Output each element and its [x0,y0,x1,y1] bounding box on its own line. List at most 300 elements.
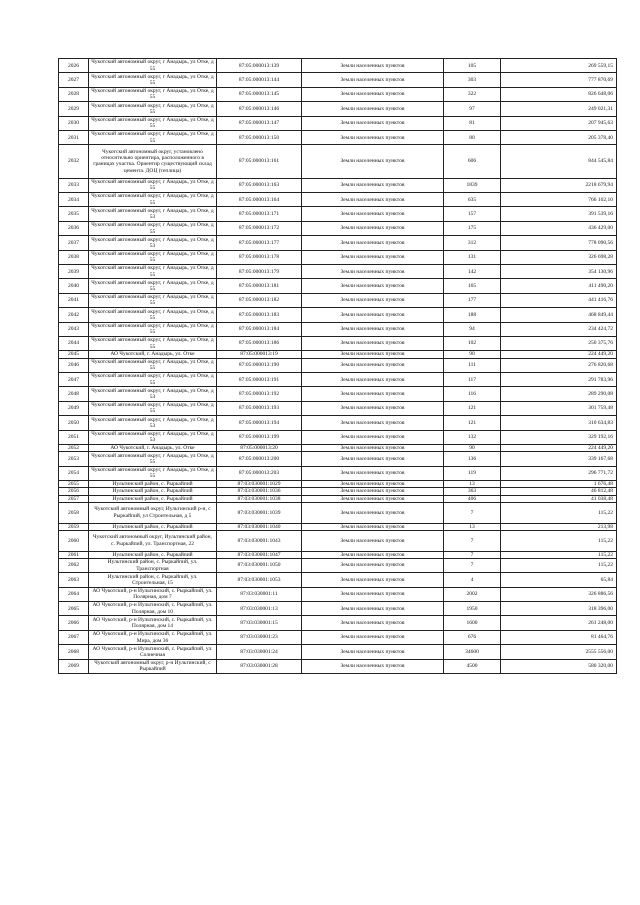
row-area: 142 [444,264,501,278]
row-cadastral-value: 115,22 [501,551,617,558]
row-number: 2046 [59,358,89,372]
row-cadastral-value: 844 545,84 [501,145,617,178]
row-land-category: Земли населенных пунктов [302,630,444,644]
row-address: Чукотский автономный округ, г Анадырь, ул Отке, д 53 [89,387,217,401]
row-number: 2042 [59,308,89,322]
table-row [59,481,617,488]
table-row [59,495,617,502]
row-land-category: Земли населенных пунктов [302,602,444,616]
table-row [59,659,617,673]
row-cadastral-number: 87:05:000013:199 [217,430,302,444]
row-address: Чукотский автономный округ, г Анадырь, ул Отке, д 55 [89,452,217,466]
row-area: 80 [444,130,501,144]
row-address: АО Чукотский, р-н Иультинский, с. Рыркайпий, ул. Полярная, дом 7 [89,587,217,601]
row-number: 2029 [59,102,89,116]
table-row [59,430,617,444]
row-number: 2058 [59,502,89,523]
table-row [59,87,617,101]
row-cadastral-value: 301 759,48 [501,401,617,415]
row-address: Чукотский автономный округ, г Анадырь, ул Отке, д 55 [89,178,217,192]
row-area: 177 [444,293,501,307]
row-cadastral-number: 87:05:000013:161 [217,145,302,178]
row-address: Чукотский автономный округ, г Анадырь, ул Отке, д 55 [89,322,217,336]
row-land-category: Земли населенных пунктов [302,387,444,401]
row-area: 7 [444,502,501,523]
row-land-category: Земли населенных пунктов [302,351,444,358]
row-cadastral-number: 87:05:000013:145 [217,87,302,101]
table-row [59,358,617,372]
table-row [59,387,617,401]
row-land-category: Земли населенных пунктов [302,236,444,250]
row-cadastral-value: 213,98 [501,523,617,530]
row-land-category: Земли населенных пунктов [302,452,444,466]
row-cadastral-value: 115,22 [501,530,617,551]
row-cadastral-value: 766 102,10 [501,193,617,207]
row-cadastral-value: 2555 556,00 [501,645,617,659]
row-cadastral-number: 87:05:000013:177 [217,236,302,250]
row-cadastral-number: 87:03:030001:1039 [217,502,302,523]
table-row [59,466,617,480]
row-area: 606 [444,145,501,178]
row-address: Чукотский автономный округ, г Анадырь, ул Отке, д 55 [89,221,217,235]
table-row [59,444,617,451]
table-row [59,236,617,250]
row-number: 2037 [59,236,89,250]
row-land-category: Земли населенных пунктов [302,659,444,673]
table-row [59,308,617,322]
row-land-category: Земли населенных пунктов [302,59,444,73]
row-number: 2061 [59,551,89,558]
row-land-category: Земли населенных пунктов [302,293,444,307]
row-cadastral-value: 318 396,00 [501,602,617,616]
row-address: Иультинский район, с. Рыркайпий [89,495,217,502]
table-row [59,279,617,293]
row-land-category: Земли населенных пунктов [302,73,444,87]
row-cadastral-value: 777 870,69 [501,73,617,87]
row-area: 4 [444,573,501,587]
row-land-category: Земли населенных пунктов [302,250,444,264]
table-row [59,587,617,601]
row-land-category: Земли населенных пунктов [302,488,444,495]
row-cadastral-value: 2218 679,94 [501,178,617,192]
row-area: 119 [444,466,501,480]
row-address: Чукотский автономный округ, г Анадырь, ул Отке, д 55 [89,466,217,480]
row-address: Чукотский автономный округ, г Анадырь, ул Отке, д 55 [89,401,217,415]
land-register-table [58,58,617,674]
row-address: Чукотский автономный округ, г Анадырь, ул Отке, д 55 [89,87,217,101]
row-number: 2035 [59,207,89,221]
row-cadastral-value: 1 676,48 [501,481,617,488]
row-address: Чукотский автономный округ, г Анадырь, ул Отке, д 55 [89,59,217,73]
row-land-category: Земли населенных пунктов [302,102,444,116]
row-land-category: Земли населенных пунктов [302,502,444,523]
row-area: 131 [444,250,501,264]
row-cadastral-number: 87:05:000013:183 [217,308,302,322]
row-address: АО Чукотский, р-н Иультинский, с. Рыркайпий, ул. Полярная, дом 10 [89,602,217,616]
row-cadastral-number: 87:03:030001:1043 [217,530,302,551]
row-number: 2045 [59,351,89,358]
row-cadastral-value: 411 490,20 [501,279,617,293]
row-address: Чукотский автономный округ, г Анадырь, ул Отке, д 55 [89,308,217,322]
row-cadastral-value: 234 424,72 [501,322,617,336]
row-number: 2053 [59,452,89,466]
row-land-category: Земли населенных пунктов [302,444,444,451]
row-number: 2052 [59,444,89,451]
row-area: 676 [444,630,501,644]
row-cadastral-number: 87:03:030001:1050 [217,558,302,572]
row-address: Чукотский автономный округ, г Анадырь, ул Отке, д 53 [89,416,217,430]
table-row [59,73,617,87]
row-area: 132 [444,430,501,444]
table-row [59,502,617,523]
row-cadastral-value: 224 449,20 [501,444,617,451]
row-number: 2055 [59,481,89,488]
row-land-category: Земли населенных пунктов [302,264,444,278]
row-land-category: Земли населенных пунктов [302,221,444,235]
table-row [59,452,617,466]
row-cadastral-value: 326 698,28 [501,250,617,264]
row-cadastral-value: 249 021,31 [501,102,617,116]
row-cadastral-value: 46 812,48 [501,488,617,495]
row-area: 94 [444,322,501,336]
row-area: 2002 [444,587,501,601]
row-cadastral-value: 778 090,56 [501,236,617,250]
row-land-category: Земли населенных пунктов [302,416,444,430]
row-area: 7 [444,551,501,558]
row-address: Чукотский автономный округ, г Анадырь, ул Отке, д 55 [89,373,217,387]
row-land-category: Земли населенных пунктов [302,401,444,415]
row-area: 121 [444,401,501,415]
table-row [59,221,617,235]
row-cadastral-number: 87:05:000013:184 [217,322,302,336]
row-area: 102 [444,336,501,350]
row-area: 406 [444,495,501,502]
row-land-category: Земли населенных пунктов [302,373,444,387]
row-number: 2031 [59,130,89,144]
table-row [59,530,617,551]
row-number: 2050 [59,416,89,430]
row-number: 2060 [59,530,89,551]
row-cadastral-value: 436 429,00 [501,221,617,235]
row-land-category: Земли населенных пунктов [302,207,444,221]
row-address: Чукотский автономный округ, г Анадырь, ул Отке, д 55 [89,336,217,350]
table-row [59,193,617,207]
row-cadastral-value: 441 416,76 [501,293,617,307]
row-address: Чукотский автономный округ, г Анадырь, ул Отке, д 55 [89,193,217,207]
row-area: 7 [444,530,501,551]
row-number: 2041 [59,293,89,307]
row-area: 34600 [444,645,501,659]
table-row [59,573,617,587]
table-row [59,336,617,350]
table-row [59,351,617,358]
row-number: 2040 [59,279,89,293]
row-land-category: Земли населенных пунктов [302,358,444,372]
row-cadastral-value: 826 648,06 [501,87,617,101]
row-cadastral-number: 87:03:030001:1029 [217,481,302,488]
row-address: Иультинский район, с. Рыркайпий [89,551,217,558]
row-cadastral-value: 41 038,48 [501,495,617,502]
row-address: Чукотский автономный округ, г Анадырь, ул Отке, д 55 [89,102,217,116]
row-cadastral-value: 115,22 [501,558,617,572]
row-land-category: Земли населенных пунктов [302,551,444,558]
row-cadastral-value: 326 886,56 [501,587,617,601]
row-cadastral-number: 87:05:000013:163 [217,178,302,192]
row-cadastral-number: 87:05:000013:182 [217,293,302,307]
row-cadastral-number: 87:05:000013:178 [217,250,302,264]
row-area: 7 [444,558,501,572]
row-address: Иультинский район, с. Рыркайпий, ул. Транспортная [89,558,217,572]
row-land-category: Земли населенных пунктов [302,558,444,572]
row-cadastral-number: 87:03:030001:15 [217,616,302,630]
row-number: 2038 [59,250,89,264]
row-land-category: Земли населенных пунктов [302,87,444,101]
row-land-category: Земли населенных пунктов [302,178,444,192]
row-cadastral-value: 329 192,16 [501,430,617,444]
row-area: 117 [444,373,501,387]
row-number: 2065 [59,602,89,616]
row-address: АО Чукотский, р-н Иультинский, с. Рыркайпий, ул. Мира, дом 36 [89,630,217,644]
row-cadastral-value: 207 945,63 [501,116,617,130]
row-cadastral-value: 269 559,15 [501,59,617,73]
row-area: 175 [444,221,501,235]
row-number: 2044 [59,336,89,350]
table-row [59,373,617,387]
row-cadastral-number: 87:03:030001:28 [217,659,302,673]
row-number: 2068 [59,645,89,659]
row-land-category: Земли населенных пунктов [302,495,444,502]
row-address: Чукотский автономный округ, г Анадырь, ул Отке, д 55 [89,358,217,372]
row-address: Чукотский автономный округ, г Анадырь, ул Отке, д 55 [89,250,217,264]
row-cadastral-number: 87:03:030001:1053 [217,573,302,587]
row-cadastral-number: 87:05:000013:203 [217,466,302,480]
row-cadastral-value: 81 464,76 [501,630,617,644]
row-cadastral-number: 87:05:000013:150 [217,130,302,144]
row-address: Иультинский район, с. Рыркайпий, ул. Строительная, 15 [89,573,217,587]
row-cadastral-number: 87:03:030001:11 [217,587,302,601]
row-address: Иультинский район, с. Рыркайпий [89,481,217,488]
row-number: 2051 [59,430,89,444]
row-cadastral-value: 289 290,08 [501,387,617,401]
row-land-category: Земли населенных пунктов [302,322,444,336]
row-cadastral-number: 87:03:030001:13 [217,602,302,616]
row-area: 4500 [444,659,501,673]
row-cadastral-number: 87:05:000013:193 [217,401,302,415]
row-address: Чукотский автономный округ, г Анадырь, ул Отке, д 53 [89,430,217,444]
row-address: Чукотский автономный округ, г Анадырь, ул Отке, д 55 [89,293,217,307]
table-row [59,558,617,572]
row-area: 1600 [444,616,501,630]
row-cadastral-number: 87:05:000013:171 [217,207,302,221]
row-number: 2028 [59,87,89,101]
row-cadastral-number: 87:05:000013:194 [217,416,302,430]
row-cadastral-value: 224 449,20 [501,351,617,358]
row-cadastral-number: 87:03:030001:1047 [217,551,302,558]
table-row [59,102,617,116]
table-row [59,293,617,307]
row-area: 81 [444,116,501,130]
table-row [59,116,617,130]
row-cadastral-number: 87:05:000013:192 [217,387,302,401]
row-cadastral-value: 391 539,16 [501,207,617,221]
row-land-category: Земли населенных пунктов [302,279,444,293]
row-number: 2063 [59,573,89,587]
row-area: 188 [444,308,501,322]
row-number: 2069 [59,659,89,673]
row-land-category: Земли населенных пунктов [302,193,444,207]
table-row [59,602,617,616]
row-cadastral-number: 87:05:000013:172 [217,221,302,235]
row-area: 111 [444,358,501,372]
table-row [59,523,617,530]
row-area: 90 [444,444,501,451]
row-number: 2054 [59,466,89,480]
row-land-category: Земли населенных пунктов [302,130,444,144]
table-row [59,416,617,430]
row-number: 2067 [59,630,89,644]
row-land-category: Земли населенных пунктов [302,616,444,630]
row-cadastral-number: 87:03:030001:1040 [217,523,302,530]
row-area: 1950 [444,602,501,616]
table-row [59,59,617,73]
row-area: 635 [444,193,501,207]
row-number: 2030 [59,116,89,130]
table-row [59,401,617,415]
row-number: 2034 [59,193,89,207]
row-number: 2043 [59,322,89,336]
row-address: Иультинский район, с. Рыркайпий [89,488,217,495]
row-cadastral-number: 87:05:000013:164 [217,193,302,207]
table-body [59,59,617,674]
row-cadastral-number: 87:05:000013:19 [217,351,302,358]
row-cadastral-value: 250 375,76 [501,336,617,350]
row-land-category: Земли населенных пунктов [302,573,444,587]
row-cadastral-number: 87:05:000013:190 [217,358,302,372]
row-cadastral-value: 276 820,68 [501,358,617,372]
row-land-category: Земли населенных пунктов [302,645,444,659]
row-number: 2039 [59,264,89,278]
row-area: 13 [444,523,501,530]
row-number: 2027 [59,73,89,87]
table-row [59,488,617,495]
row-land-category: Земли населенных пунктов [302,481,444,488]
table-row [59,630,617,644]
row-cadastral-number: 87:05:000013:147 [217,116,302,130]
row-address: Чукотский автономный округ, г Анадырь, ул Отке, д 53 [89,236,217,250]
row-area: 157 [444,207,501,221]
row-address: Чукотский автономный округ, г Анадырь, ул Отке, д 55 [89,116,217,130]
row-address: Чукотский автономный округ, р-н Иультинский, с Рыркайпий [89,659,217,673]
row-cadastral-value: 354 130,96 [501,264,617,278]
row-address: Чукотский автономный округ, г Анадырь, ул Отке, д 55 [89,130,217,144]
row-cadastral-value: 339 167,68 [501,452,617,466]
row-cadastral-number: 87:05:000013:139 [217,59,302,73]
row-land-category: Земли населенных пунктов [302,308,444,322]
row-area: 121 [444,416,501,430]
row-area: 165 [444,279,501,293]
row-number: 2048 [59,387,89,401]
row-number: 2062 [59,558,89,572]
row-cadastral-number: 87:03:030001:1036 [217,488,302,495]
row-land-category: Земли населенных пунктов [302,336,444,350]
row-cadastral-number: 87:05:000013:179 [217,264,302,278]
row-number: 2056 [59,488,89,495]
row-area: 136 [444,452,501,466]
row-cadastral-value: 115,22 [501,502,617,523]
row-cadastral-number: 87:03:030001:24 [217,645,302,659]
row-cadastral-number: 87:05:000013:191 [217,373,302,387]
table-row [59,145,617,178]
row-land-category: Земли населенных пунктов [302,523,444,530]
table-row [59,551,617,558]
row-cadastral-number: 87:05:000013:144 [217,73,302,87]
row-cadastral-value: 468 849,44 [501,308,617,322]
row-cadastral-number: 87:03:030001:1038 [217,495,302,502]
row-number: 2064 [59,587,89,601]
row-address: Чукотский автономный округ, Иультинский район, с. Рыркайпий, ул. Транспортная, 22 [89,530,217,551]
table-row [59,250,617,264]
row-address: АО Чукотский, р-н Иультинский, с. Рыркайпий, ул. Полярная, дом 14 [89,616,217,630]
row-cadastral-number: 87:05:000013:186 [217,336,302,350]
row-number: 2066 [59,616,89,630]
row-address: Чукотский автономный округ, г Анадырь, ул Отке, д 55 [89,279,217,293]
land-register-page [58,58,616,674]
row-area: 97 [444,102,501,116]
row-number: 2032 [59,145,89,178]
row-address: Чукотский автономный округ, установлено относительно ориентира, расположенного в границах участка. Ориентир существующий склад цемента. ДОЦ (теплица) [89,145,217,178]
table-row [59,130,617,144]
row-cadastral-value: 580 320,00 [501,659,617,673]
row-address: АО Чукотский, р-н Иультинский, с. Рыркайпий, ул. Солнечная [89,645,217,659]
row-number: 2049 [59,401,89,415]
row-address: Иультинский район, с. Рыркайпий [89,523,217,530]
row-area: 90 [444,351,501,358]
row-cadastral-number: 87:05:000013:181 [217,279,302,293]
row-number: 2057 [59,495,89,502]
row-cadastral-number: 87:05:000013:200 [217,452,302,466]
row-land-category: Земли населенных пунктов [302,587,444,601]
row-cadastral-number: 87:05:000013:20 [217,444,302,451]
row-number: 2033 [59,178,89,192]
row-area: 13 [444,481,501,488]
table-row [59,322,617,336]
row-land-category: Земли населенных пунктов [302,530,444,551]
row-cadastral-value: 205 378,40 [501,130,617,144]
row-number: 2059 [59,523,89,530]
row-number: 2047 [59,373,89,387]
row-area: 303 [444,73,501,87]
row-cadastral-value: 261 248,00 [501,616,617,630]
table-row [59,616,617,630]
row-cadastral-value: 296 771,72 [501,466,617,480]
row-land-category: Земли населенных пунктов [302,116,444,130]
row-address: Чукотский автономный округ, г Анадырь, ул Отке, д 55 [89,264,217,278]
table-row [59,264,617,278]
row-area: 312 [444,236,501,250]
row-area: 116 [444,387,501,401]
table-row [59,207,617,221]
row-area: 363 [444,488,501,495]
row-area: 322 [444,87,501,101]
row-address: АО Чукотский, г. Анадырь, ул. Отке [89,444,217,451]
row-address: Чукотский автономный округ, г Анадырь, ул Отке, д 55 [89,73,217,87]
row-area: 1839 [444,178,501,192]
row-cadastral-number: 87:05:000013:146 [217,102,302,116]
row-address: АО Чукотский, г. Анадырь, ул. Отке [89,351,217,358]
row-number: 2036 [59,221,89,235]
row-address: Чукотский автономный округ, г Анадырь, ул Отке, д 53 [89,207,217,221]
row-address: Чукотский автономный округ, Иультинский р-н, с Рыркайпий, ул Строительная, д 5 [89,502,217,523]
